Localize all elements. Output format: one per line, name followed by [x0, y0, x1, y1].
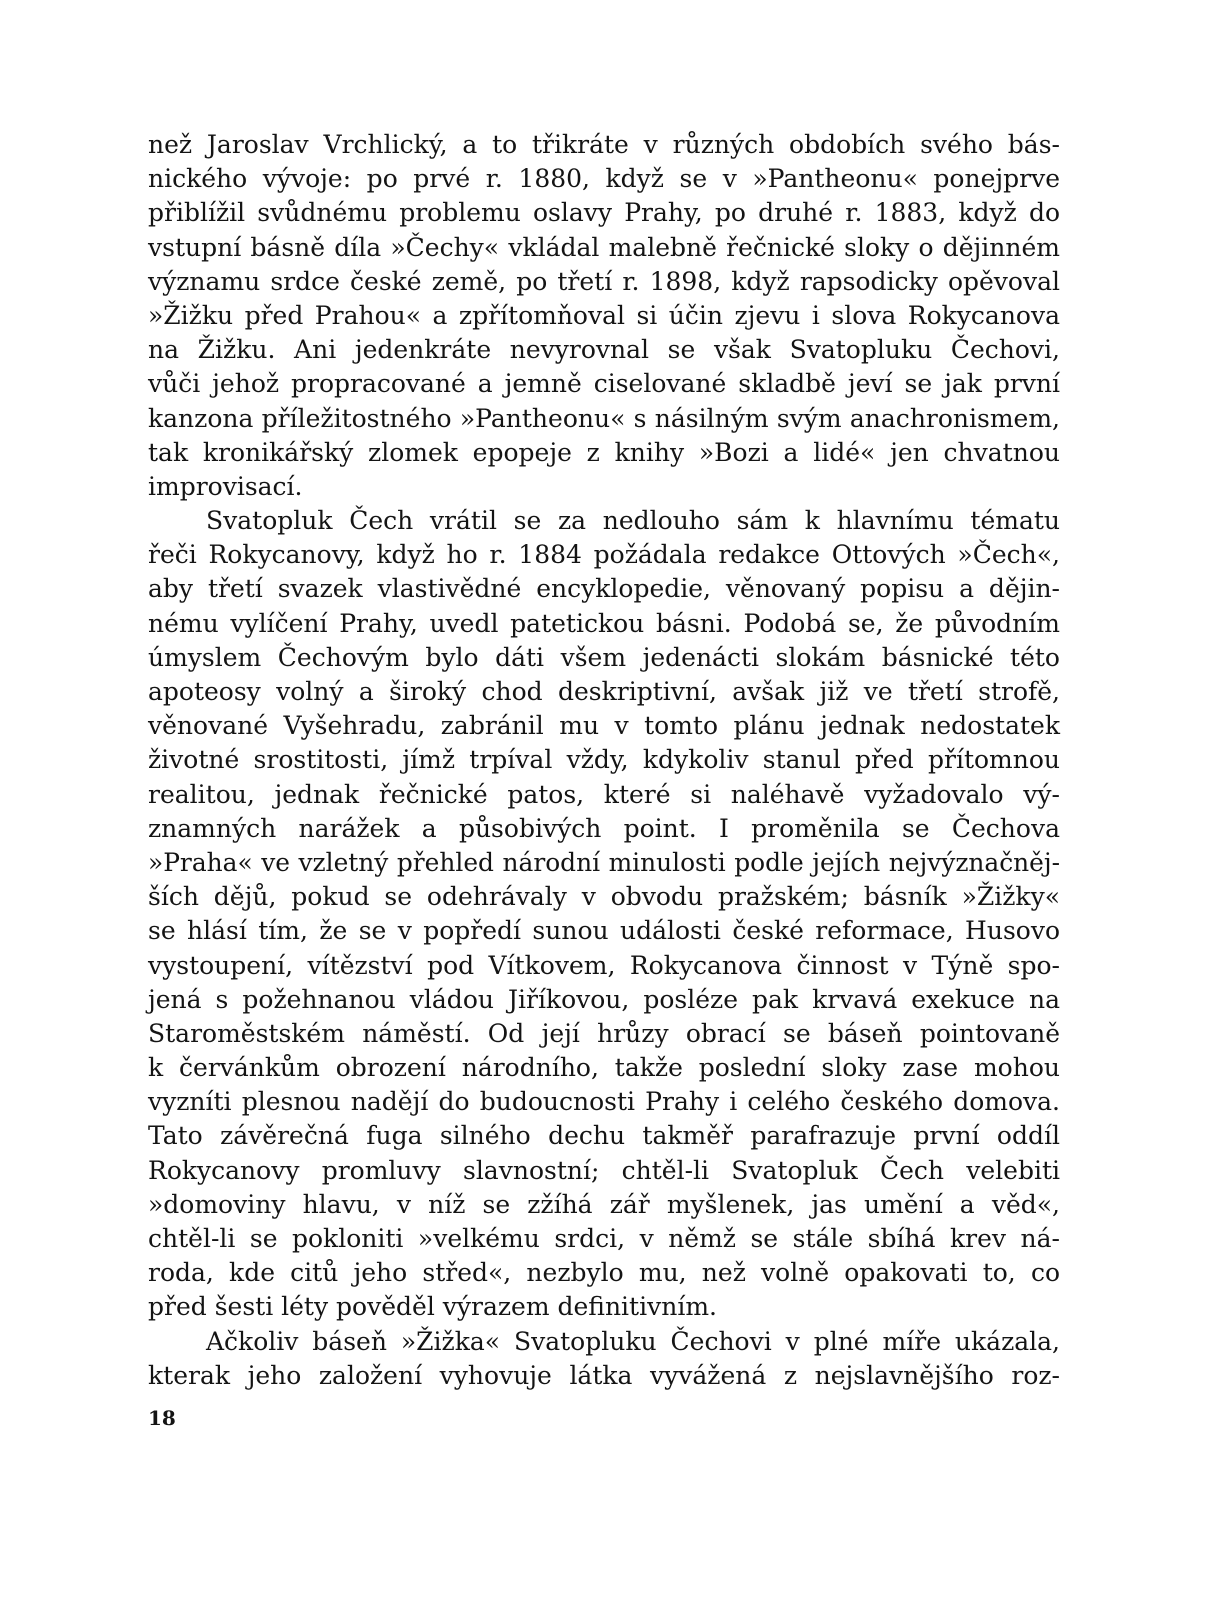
text-line: roda, kde citů jeho střed«, nezbylo mu, než volně opakovati to, co: [148, 1258, 1060, 1288]
text-line: znamných narážek a působivých point. I proměnila se Čechova: [148, 813, 1060, 843]
text-line: kanzona příležitostného »Pantheonu« s násilným svým anachronismem,: [148, 403, 1060, 433]
text-line: významu srdce české země, po třetí r. 1898, když rapsodicky opěvoval: [148, 266, 1060, 296]
text-line: vystoupení, vítězství pod Vítkovem, Rokycanova činnost v Týně spo-: [148, 950, 1060, 980]
text-line: »Praha« ve vzletný přehled národní minulosti podle jejích nejvýznačněj-: [148, 847, 1060, 877]
text-line: k červánkům obrození národního, takže poslední sloky zase mohou: [148, 1053, 1060, 1083]
text-line: přiblížil svůdnému problemu oslavy Prahy, po druhé r. 1883, když do: [148, 198, 1060, 228]
text-line: »Žižku před Prahou« a zpřítomňoval si účin zjevu i slova Rokycanova: [148, 300, 1060, 330]
text-line: před šesti léty pověděl výrazem definitivním.: [148, 1292, 717, 1322]
text-line: ších dějů, pokud se odehrávaly v obvodu pražském; básník »Žižky«: [148, 882, 1060, 912]
page-number: 18: [148, 1406, 176, 1430]
text-line: realitou, jednak řečnické patos, které si naléhavě vyžadovalo vý-: [148, 779, 1060, 809]
text-line: úmyslem Čechovým bylo dáti všem jedenácti slokám básnické této: [148, 642, 1060, 672]
text-line: Ačkoliv báseň »Žižka« Svatopluku Čechovi v plné míře ukázala,: [206, 1326, 1060, 1356]
text-line: vyzníti plesnou nadějí do budoucnosti Prahy i celého českého domova.: [148, 1087, 1060, 1117]
text-line: kterak jeho založení vyhovuje látka vyvážená z nejslavnějšího roz-: [148, 1360, 1060, 1390]
text-line: tak kronikářský zlomek epopeje z knihy »Bozi a lidé« jen chvatnou: [148, 437, 1060, 467]
text-line: improvisací.: [148, 471, 303, 501]
text-line: věnované Vyšehradu, zabránil mu v tomto plánu jednak nedostatek: [148, 711, 1060, 741]
text-line: nického vývoje: po prvé r. 1880, když se v »Pantheonu« ponejprve: [148, 164, 1060, 194]
text-line: než Jaroslav Vrchlický, a to třikráte v různých obdobích svého bás-: [148, 130, 1060, 159]
text-line: životné srostitosti, jímž trpíval vždy, kdykoliv stanul před přítomnou: [148, 745, 1060, 775]
text-line: Tato závěrečná fuga silného dechu takměř parafrazuje první oddíl: [148, 1121, 1060, 1151]
text-line: Staroměstském náměstí. Od její hrůzy obrací se báseň pointovaně: [148, 1018, 1060, 1048]
text-line: apoteosy volný a široký chod deskriptivní, avšak již ve třetí strofě,: [148, 677, 1060, 706]
text-line: vstupní básně díla »Čechy« vkládal malebně řečnické sloky o dějinném: [148, 232, 1060, 262]
text-line: chtěl-li se pokloniti »velkému srdci, v němž se stále sbíhá krev ná-: [148, 1224, 1060, 1253]
text-line: jená s požehnanou vládou Jiříkovou, posléze pak krvavá exekuce na: [148, 984, 1060, 1014]
text-line: Svatopluk Čech vrátil se za nedlouho sám k hlavnímu tématu: [206, 506, 1060, 536]
text-line: aby třetí svazek vlastivědné encyklopedie, věnovaný popisu a dějin-: [148, 574, 1060, 604]
text-line: na Žižku. Ani jedenkráte nevyrovnal se však Svatopluku Čechovi,: [148, 335, 1060, 365]
text-line: řeči Rokycanovy, když ho r. 1884 požádala redakce Ottových »Čech«,: [148, 540, 1060, 570]
text-line: »domoviny hlavu, v níž se zžíhá zář myšlenek, jas umění a věd«,: [148, 1189, 1060, 1219]
text-line: se hlásí tím, že se v popředí sunou události české reformace, Husovo: [148, 916, 1060, 946]
body-text: [148, 128, 1060, 1393]
text-line: vůči jehož propracované a jemně ciselované skladbě jeví se jak první: [148, 369, 1060, 399]
text-line: nému vylíčení Prahy, uvedl patetickou básni. Podobá se, že původním: [148, 608, 1060, 638]
text-line: Rokycanovy promluvy slavnostní; chtěl-li Svatopluk Čech velebiti: [148, 1155, 1060, 1185]
